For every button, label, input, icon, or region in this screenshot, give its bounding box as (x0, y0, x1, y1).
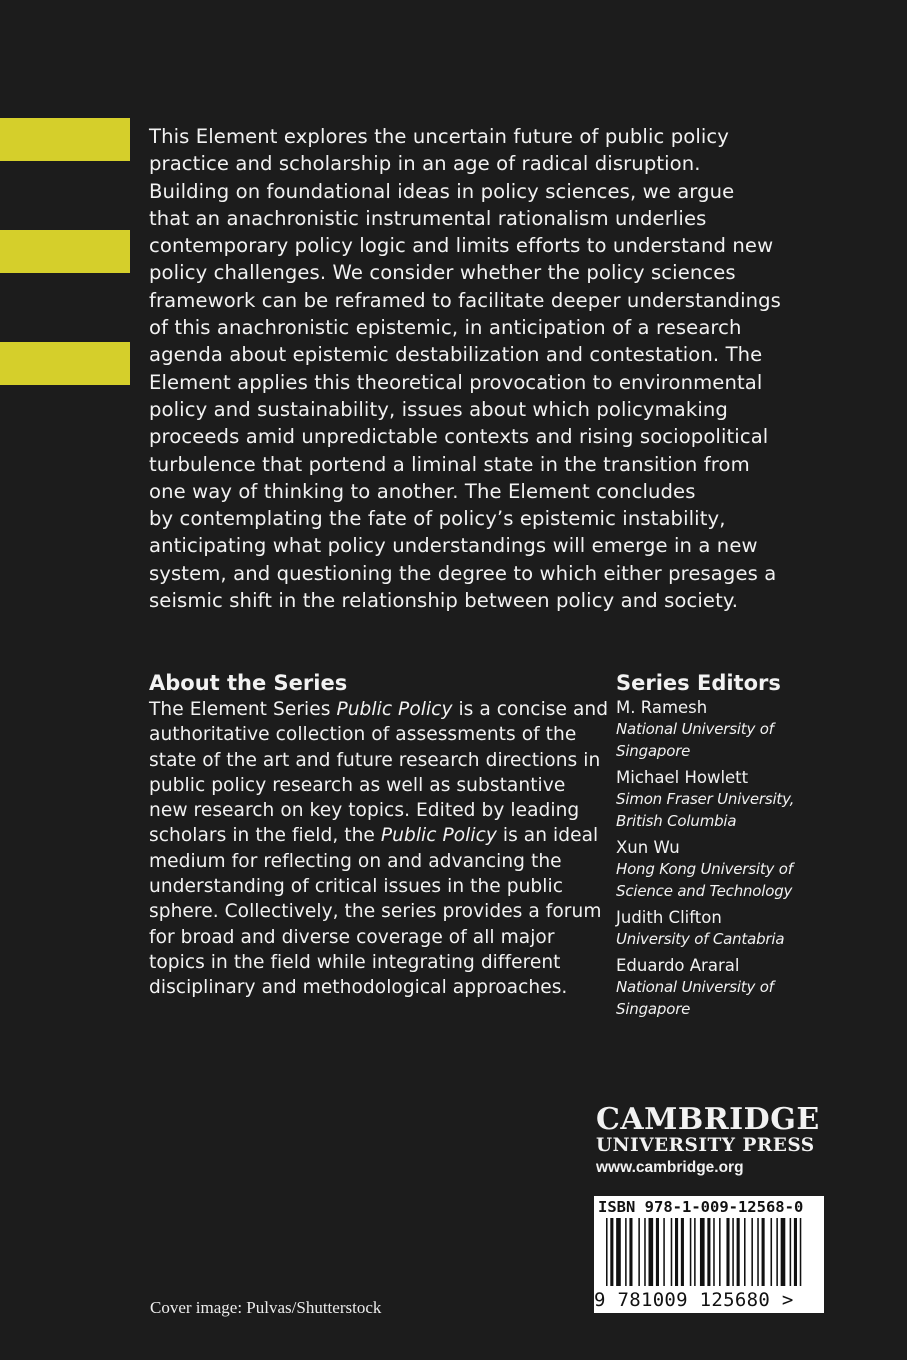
barcode-bar (707, 1218, 710, 1286)
barcode-bar (610, 1218, 613, 1286)
description-line: Building on foundational ideas in policy sciences, we argue (149, 179, 735, 203)
barcode-bar (625, 1218, 627, 1286)
barcode-bar (719, 1218, 721, 1286)
barcode-bar (644, 1218, 646, 1286)
editor-affiliation: National University of Singapore (616, 720, 774, 760)
description-line: framework can be reframed to facilitate deeper understandings (149, 288, 781, 312)
barcode-bar (776, 1218, 778, 1286)
barcode-bar (629, 1218, 632, 1286)
barcode-bar (606, 1218, 608, 1286)
publisher-url: www.cambridge.org (596, 1159, 744, 1176)
barcode-bar (790, 1218, 792, 1286)
about-series-heading: About the Series (149, 671, 348, 695)
barcode-bar (694, 1218, 696, 1286)
description-line: agenda about epistemic destabilization and contestation. The (149, 343, 763, 367)
barcode-bar (681, 1218, 684, 1286)
description-line: policy challenges. We consider whether the policy sciences (149, 261, 736, 285)
description-line: This Element explores the uncertain future of public policy (149, 125, 729, 148)
series-text-part: The Element Series (149, 699, 337, 720)
about-the-series (149, 669, 609, 1001)
barcode-bar (751, 1218, 753, 1286)
barcode-bar (794, 1218, 797, 1286)
editor-name: Judith Clifton (616, 908, 722, 927)
barcode-bar (616, 1218, 621, 1286)
editor-entry (616, 907, 906, 950)
editor-affiliation: Hong Kong University of Science and Technology (616, 860, 793, 900)
editor-name: Eduardo Araral (616, 956, 740, 975)
description-line: proceeds amid unpredictable contexts and rising sociopolitical (149, 425, 769, 449)
description-line: Element applies this theoretical provocation to environmental (149, 370, 763, 394)
barcode-bar (656, 1218, 659, 1286)
description-line: practice and scholarship in an age of radical disruption. (149, 152, 701, 176)
editor-entry (616, 697, 906, 762)
editor-name: Xun Wu (616, 838, 680, 857)
series-title-italic: Public Policy (380, 825, 497, 847)
barcode-bar (649, 1218, 654, 1286)
description-line: one way of thinking to another. The Element concludes (149, 479, 696, 503)
series-editors-heading: Series Editors (616, 671, 781, 695)
accent-bar-top (0, 118, 130, 161)
editor-entry (616, 837, 906, 902)
publisher-name: CAMBRIDGE (596, 1102, 820, 1137)
barcode-bar (762, 1218, 765, 1286)
publisher-press: UNIVERSITY PRESS (596, 1135, 815, 1156)
editor-affiliation: National University of Singapore (616, 978, 774, 1018)
editor-affiliation: Simon Fraser University, British Columbia (616, 790, 795, 830)
barcode-bar (663, 1218, 665, 1286)
barcode-bar (638, 1218, 640, 1286)
description-line: by contemplating the fate of policy’s epistemic instability, (149, 507, 726, 531)
editor-name: Michael Howlett (616, 768, 749, 787)
series-title-italic: Public Policy (336, 699, 453, 720)
series-text-part: is an ideal medium for reflecting on and advancing the understanding of critical issues in the public sphere. Collectively, the series provides a forum for broad and diverse coverage of all major topics in the field while integrating different disciplinary and methodological approaches. (149, 825, 602, 999)
series-text-part: is a concise and authoritative collection of assessments of the state of the art and future research directions in public policy research as well as substantive new research on key topics. Edited by leading scholars in the field, the (149, 699, 609, 847)
editor-affiliation: University of Cantabria (616, 930, 785, 948)
description-line: system, and questioning the degree to which either presages a (149, 561, 777, 585)
isbn-barcode (594, 1196, 824, 1313)
barcode-bar (771, 1218, 773, 1286)
description-line: seismic shift in the relationship between policy and society. (149, 589, 739, 613)
description-line: turbulence that portend a liminal state in the transition from (149, 452, 750, 476)
publisher-block (596, 1104, 826, 1180)
barcode-bar (726, 1218, 729, 1286)
barcode-bar (690, 1218, 692, 1286)
barcode-bar (713, 1218, 715, 1286)
barcode-digits: 9 781009 125680 > (594, 1289, 794, 1311)
isbn-label: ISBN 978-1-009-12568-0 (598, 1198, 804, 1216)
description-line: contemporary policy logic and limits efforts to understand new (149, 234, 774, 258)
barcode-bar (781, 1218, 786, 1286)
accent-bar-bottom (0, 342, 130, 385)
barcode-bar (744, 1218, 746, 1286)
cover-image-credit: Cover image: Pulvas/Shutterstock (150, 1298, 382, 1317)
barcode-bar (700, 1218, 705, 1286)
editor-list (616, 697, 906, 1020)
barcode-bar (671, 1218, 673, 1286)
editor-name: M. Ramesh (616, 698, 708, 717)
about-series-text (149, 697, 609, 1001)
barcode-bars (606, 1218, 812, 1292)
barcode-bar (675, 1218, 678, 1286)
series-editors (616, 669, 906, 1020)
editor-entry (616, 955, 906, 1020)
barcode-bar (737, 1218, 740, 1286)
editor-entry (616, 767, 906, 832)
description-line: policy and sustainability, issues about which policymaking (149, 397, 728, 421)
barcode-bar (800, 1218, 802, 1286)
barcode-bar (732, 1218, 734, 1286)
description-line: anticipating what policy understandings will emerge in a new (149, 534, 758, 558)
description-line: of this anachronistic epistemic, in anticipation of a research (149, 316, 742, 340)
accent-bar-middle (0, 230, 130, 273)
description-line: that an anachronistic instrumental rationalism underlies (149, 206, 707, 230)
book-description (149, 123, 829, 614)
barcode-bar (757, 1218, 759, 1286)
